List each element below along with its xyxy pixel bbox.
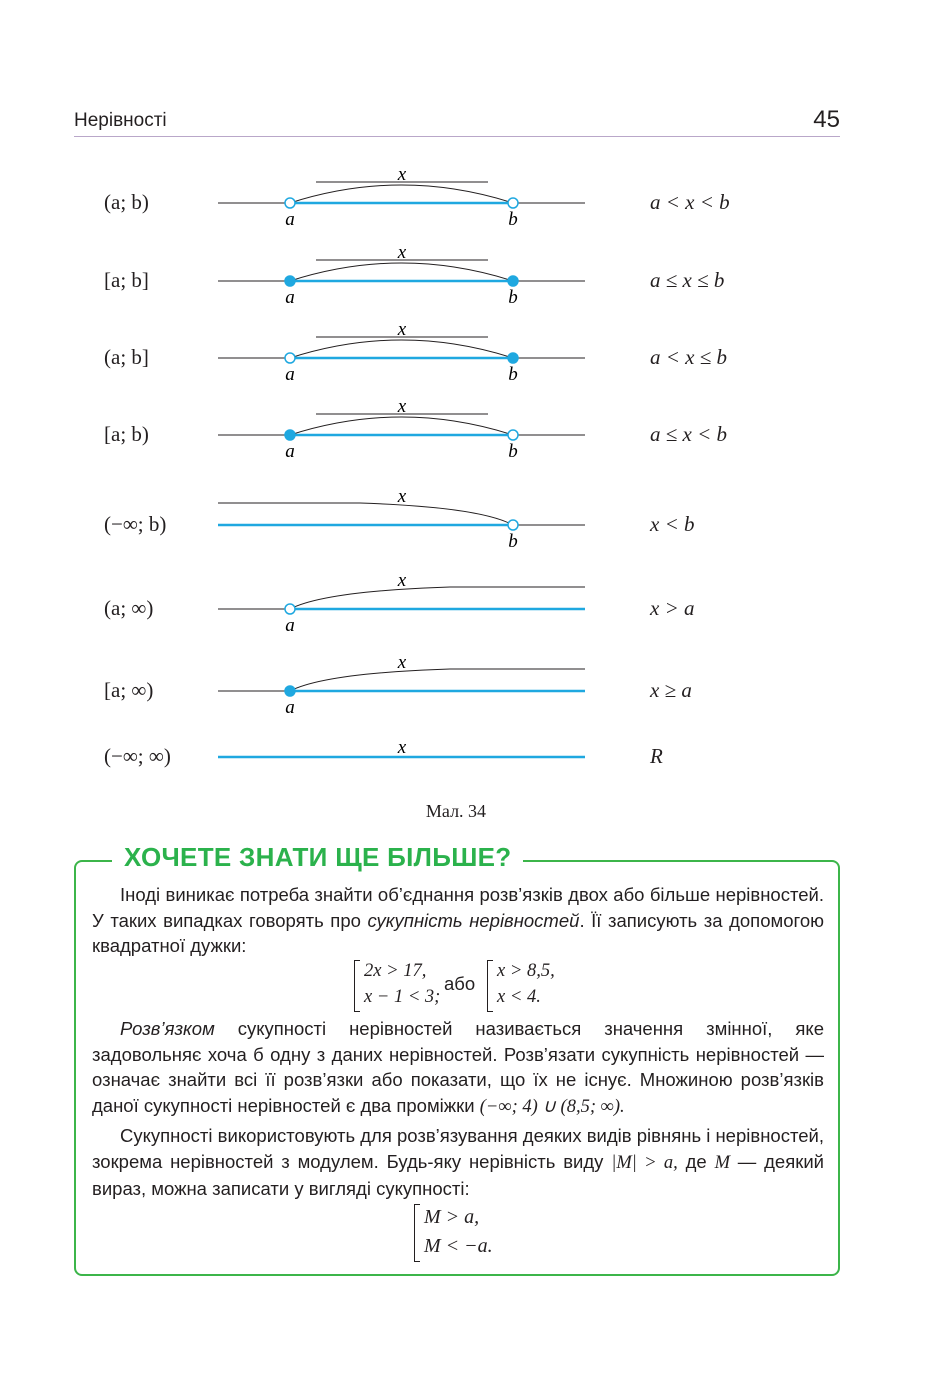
p1-text: Іноді виникає потреба знайти об’єднання розв’язків двох або більше нерівностей. У таких випадках говорять про bbox=[92, 884, 824, 931]
right-endpoint bbox=[508, 520, 518, 530]
number-line bbox=[200, 170, 620, 230]
x-label: x bbox=[397, 492, 407, 507]
bracket-3 bbox=[414, 1204, 420, 1262]
x-label: x bbox=[397, 325, 407, 340]
left-endpoint bbox=[285, 353, 295, 363]
inequality: a < x ≤ b bbox=[650, 345, 728, 369]
system-2 bbox=[497, 958, 555, 1010]
arc bbox=[218, 503, 513, 525]
p2-text: сукупності нерівностей називається значення змінної, яке задовольняє хоча б одну з даних нерівностей. Розв’язати сукупність нерівностей — означає знайти всі її розв’язки або показати, що їх не існує. Множиною розв’язків даної сукупності нерівностей є два проміжки bbox=[92, 1018, 824, 1116]
p3-math-2: M bbox=[714, 1152, 730, 1173]
interval-row bbox=[0, 248, 952, 308]
arc bbox=[290, 340, 513, 358]
inequality: R bbox=[650, 744, 663, 768]
interval-notation: (−∞; ∞) bbox=[104, 744, 171, 768]
interval-notation: (a; b) bbox=[104, 190, 149, 214]
inequality: a < x < b bbox=[650, 190, 730, 214]
left-endpoint bbox=[285, 430, 295, 440]
right-endpoint bbox=[508, 353, 518, 363]
interval-notation: [a; b) bbox=[104, 422, 149, 446]
system-3 bbox=[424, 1203, 493, 1261]
figure-caption: Мал. 34 bbox=[425, 801, 487, 821]
right-endpoint bbox=[508, 198, 518, 208]
p1-end: . Її записують за допомогою квадратної дужки: bbox=[92, 909, 825, 956]
x-label: x bbox=[397, 248, 407, 263]
right-label: b bbox=[508, 441, 518, 462]
interval-notation: (−∞; b) bbox=[104, 512, 167, 536]
arc bbox=[290, 587, 585, 609]
system-1 bbox=[364, 958, 440, 1010]
interval-row bbox=[0, 492, 952, 552]
number-line bbox=[200, 738, 620, 798]
bracket-2 bbox=[487, 960, 493, 1012]
number-line bbox=[200, 248, 620, 308]
number-line bbox=[200, 576, 620, 636]
inequality: x < b bbox=[650, 512, 695, 536]
left-label: a bbox=[285, 287, 295, 308]
right-endpoint bbox=[508, 276, 518, 286]
or-word: або bbox=[444, 973, 476, 994]
interval-row bbox=[0, 658, 952, 718]
left-label: a bbox=[285, 441, 295, 462]
left-label: a bbox=[285, 697, 295, 718]
left-endpoint bbox=[285, 604, 295, 614]
system-1-line-1: 2x > 17, bbox=[364, 961, 427, 981]
interval-notation: (a; b] bbox=[104, 345, 149, 369]
right-endpoint bbox=[508, 430, 518, 440]
interval-row bbox=[0, 576, 952, 636]
right-label: b bbox=[508, 364, 518, 385]
number-line bbox=[200, 325, 620, 385]
interval-row bbox=[0, 325, 952, 385]
number-line bbox=[200, 492, 620, 552]
left-endpoint bbox=[285, 276, 295, 286]
right-label: b bbox=[508, 287, 518, 308]
paragraph-1 bbox=[92, 882, 824, 959]
arc bbox=[290, 263, 513, 281]
interval-row bbox=[0, 738, 952, 798]
system-1-line-2: x − 1 < 3; bbox=[364, 987, 441, 1007]
p3-end: — деякий вираз, можна записати у вигляді сукупності: bbox=[92, 1150, 824, 1199]
left-label: a bbox=[285, 209, 295, 230]
left-label: a bbox=[285, 364, 295, 385]
x-label: x bbox=[397, 170, 407, 185]
header-divider bbox=[74, 136, 840, 137]
inequality: a ≤ x < b bbox=[650, 422, 728, 446]
bracket-1 bbox=[354, 960, 360, 1012]
p3-text: Сукупності використовують для розв’язування деяких видів рівнянь і нерівностей, зокрема нерівностей з модулем. Будь-яку нерівність виду bbox=[92, 1125, 824, 1172]
x-label: x bbox=[397, 576, 407, 591]
x-label: x bbox=[397, 738, 407, 758]
arc bbox=[290, 185, 513, 203]
system-3-line-2: M < −a. bbox=[424, 1235, 493, 1257]
interval-row bbox=[0, 170, 952, 230]
interval-row bbox=[0, 402, 952, 462]
interval-notation: (a; ∞) bbox=[104, 596, 154, 620]
paragraph-2 bbox=[92, 1016, 824, 1120]
number-line bbox=[200, 402, 620, 462]
page-number: 45 bbox=[813, 106, 840, 133]
inequality: x > a bbox=[650, 596, 695, 620]
p2-emphasis: Розв’язком bbox=[120, 1018, 215, 1039]
system-2-line-1: x > 8,5, bbox=[497, 961, 555, 981]
inequality: x ≥ a bbox=[650, 678, 692, 702]
system-2-line-2: x < 4. bbox=[497, 987, 541, 1007]
right-label: b bbox=[508, 209, 518, 230]
p3-mid: де bbox=[677, 1150, 715, 1172]
right-label: b bbox=[508, 531, 518, 552]
system-3-line-1: M > a, bbox=[424, 1206, 480, 1228]
interval-notation: [a; ∞) bbox=[104, 678, 154, 702]
number-line bbox=[200, 658, 620, 718]
arc bbox=[290, 669, 585, 691]
paragraph-3 bbox=[92, 1123, 824, 1202]
x-label: x bbox=[397, 402, 407, 417]
inequality: a ≤ x ≤ b bbox=[650, 268, 725, 292]
left-label: a bbox=[285, 615, 295, 636]
p3-math-1: |M| > a, bbox=[611, 1152, 678, 1173]
arc bbox=[290, 417, 513, 435]
p2-math: (−∞; 4) ∪ (8,5; ∞). bbox=[479, 1096, 625, 1117]
section-title: Нерівності bbox=[74, 110, 167, 131]
interval-notation: [a; b] bbox=[104, 268, 149, 292]
left-endpoint bbox=[285, 686, 295, 696]
left-endpoint bbox=[285, 198, 295, 208]
info-box-title: ХОЧЕТЕ ЗНАТИ ЩЕ БІЛЬШЕ? bbox=[112, 842, 523, 873]
x-label: x bbox=[397, 658, 407, 673]
p1-emphasis: сукупність нерівностей bbox=[367, 909, 580, 931]
